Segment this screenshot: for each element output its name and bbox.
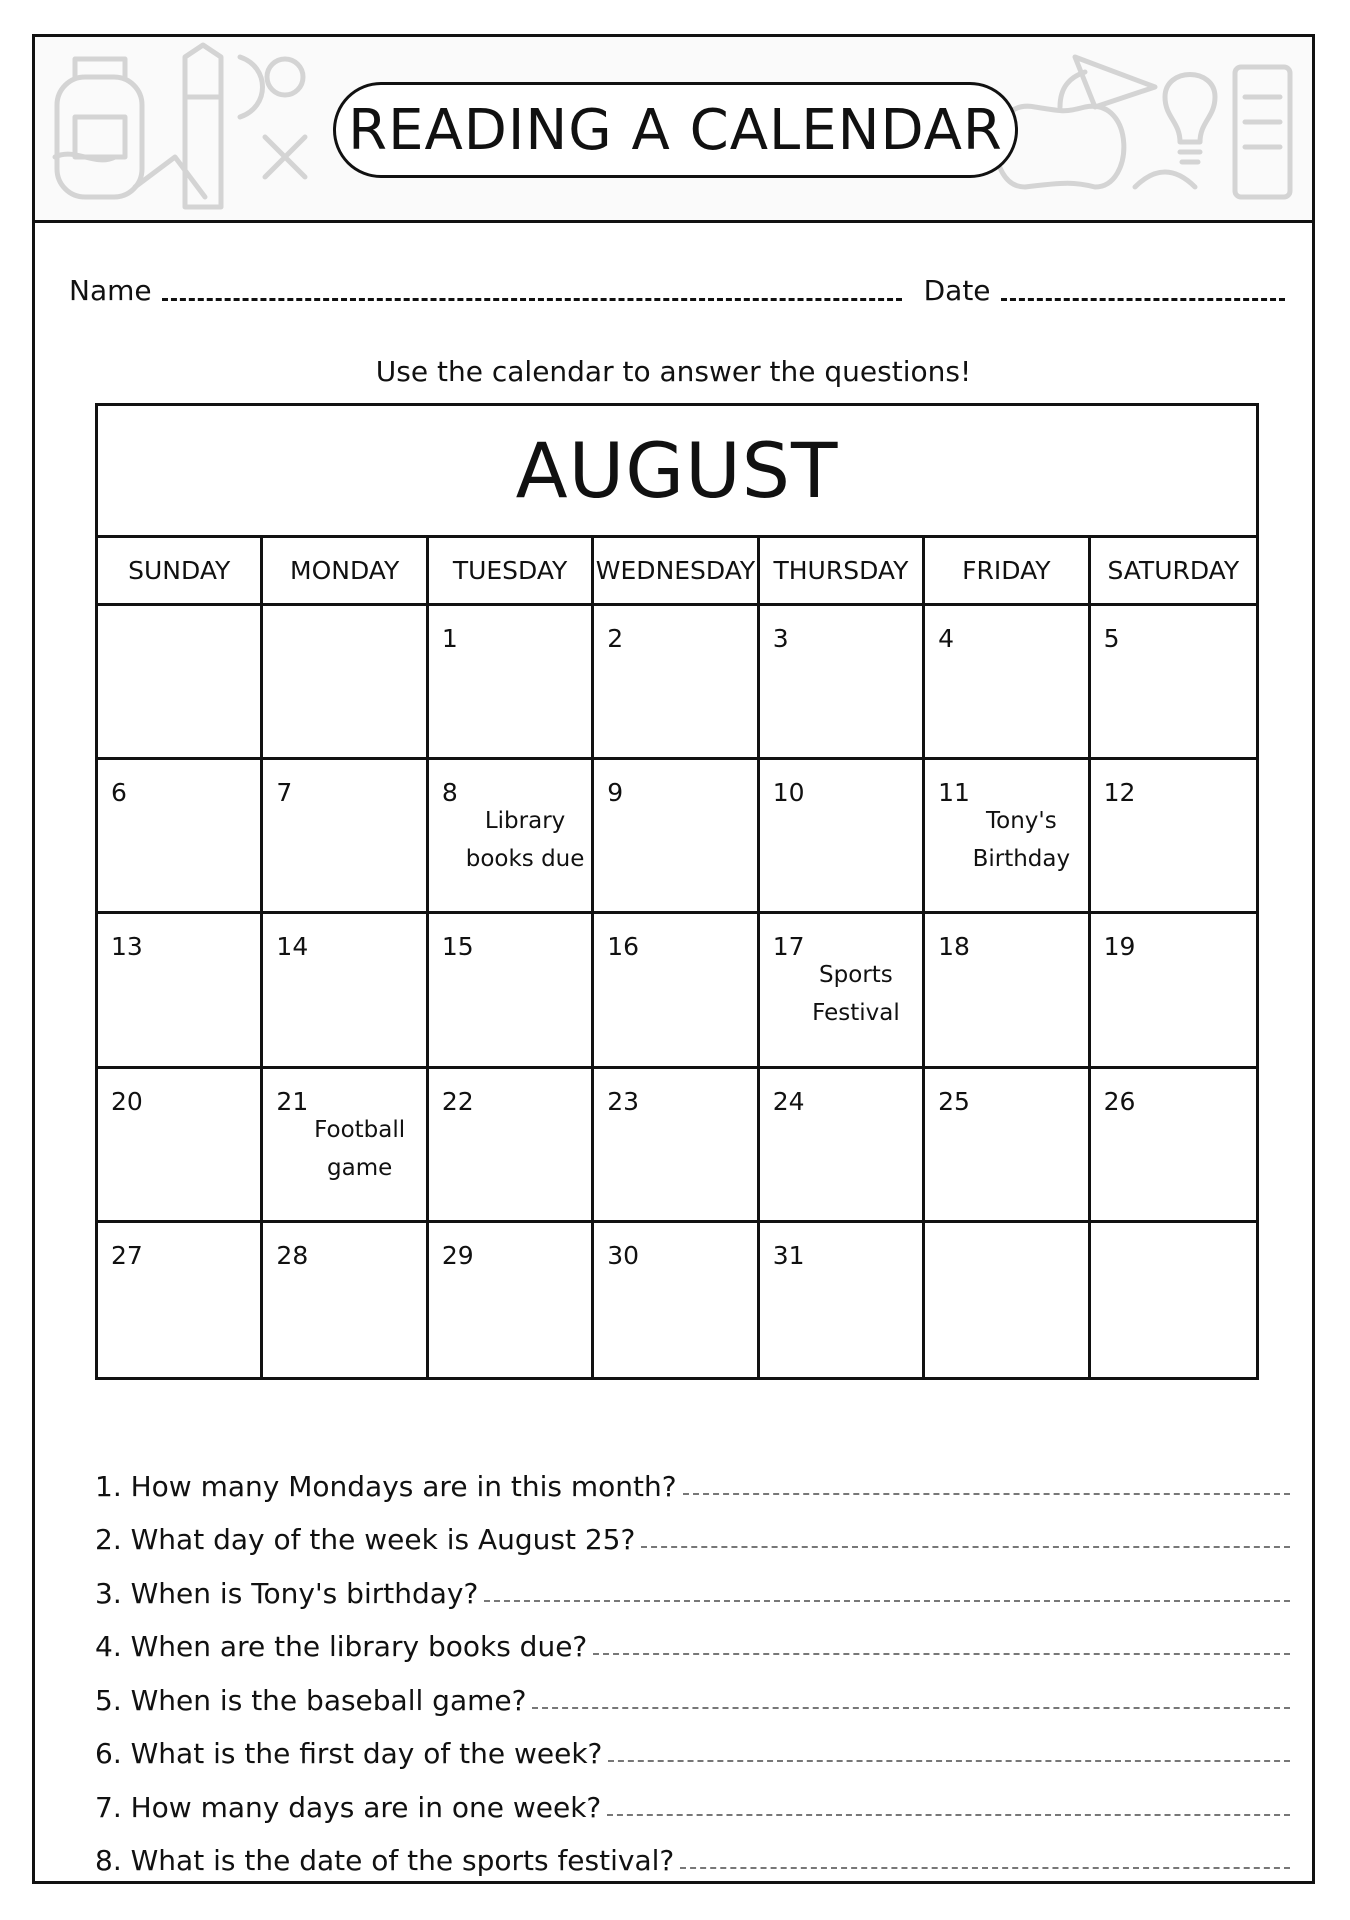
calendar-day-cell xyxy=(263,606,428,760)
question-text: 6. What is the first day of the week? xyxy=(95,1737,603,1770)
answer-line[interactable] xyxy=(683,1487,1290,1495)
header-band xyxy=(35,37,1312,223)
weekday-header xyxy=(98,538,1256,606)
day-number: 21 xyxy=(276,1086,309,1116)
weekday-label: MONDAY xyxy=(263,538,428,603)
day-number: 9 xyxy=(607,778,624,808)
weekday-label: WEDNESDAY xyxy=(594,538,759,603)
date-label: Date xyxy=(923,274,991,307)
weekday-label: FRIDAY xyxy=(925,538,1090,603)
weekday-label: SATURDAY xyxy=(1107,556,1240,585)
question-text: 7. How many days are in one week? xyxy=(95,1790,602,1824)
answer-line[interactable] xyxy=(641,1540,1290,1548)
question-row xyxy=(95,1770,1290,1824)
calendar-day-cell xyxy=(263,760,428,914)
calendar-day-cell xyxy=(925,1223,1090,1377)
calendar-day-cell xyxy=(760,760,925,914)
month-name: AUGUST xyxy=(515,426,839,515)
answer-line[interactable] xyxy=(593,1647,1290,1655)
day-number: 3 xyxy=(772,624,789,653)
month-title xyxy=(98,406,1256,538)
answer-line[interactable] xyxy=(680,1861,1290,1869)
day-number: 15 xyxy=(441,932,474,962)
day-number: 18 xyxy=(938,932,970,962)
calendar-day-cell xyxy=(760,914,925,1068)
day-number: 13 xyxy=(111,932,143,962)
weekday-label: THURSDAY xyxy=(760,538,925,603)
day-number: 19 xyxy=(1103,932,1136,962)
day-number: 14 xyxy=(276,932,309,962)
day-number: 28 xyxy=(276,1240,309,1270)
calendar-day-cell xyxy=(429,760,594,914)
calendar-day-cell xyxy=(925,760,1090,914)
calendar-day-cell xyxy=(98,1223,263,1377)
answer-line[interactable] xyxy=(532,1701,1290,1709)
name-field[interactable] xyxy=(162,290,902,301)
day-number: 30 xyxy=(607,1240,640,1270)
answer-line[interactable] xyxy=(607,1808,1290,1816)
date-field[interactable] xyxy=(1001,290,1285,301)
weekday-label: SUNDAY xyxy=(98,538,263,603)
question-list xyxy=(95,1449,1290,1877)
calendar-day-cell xyxy=(925,914,1090,1068)
calendar-day-cell xyxy=(760,1069,925,1223)
question-row xyxy=(95,1663,1290,1717)
calendar-day-cell xyxy=(594,1069,759,1223)
calendar-day-cell xyxy=(1091,606,1256,760)
day-number: 11 xyxy=(938,778,970,808)
worksheet xyxy=(32,34,1315,1884)
day-number: 27 xyxy=(111,1240,143,1270)
calendar-day-cell xyxy=(594,760,759,914)
question-row xyxy=(95,1717,1290,1771)
question-text: 2. What day of the week is August 25? xyxy=(95,1523,636,1556)
answer-line[interactable] xyxy=(484,1594,1290,1602)
calendar-day-cell xyxy=(925,1069,1090,1223)
calendar-day-cell xyxy=(429,606,594,760)
day-number: 10 xyxy=(772,778,805,808)
calendar-day-cell xyxy=(429,1223,594,1377)
day-number: 23 xyxy=(607,1086,640,1116)
calendar-day-cell xyxy=(1091,1069,1256,1223)
answer-line[interactable] xyxy=(608,1754,1290,1762)
question-text: 4. When are the library books due? xyxy=(95,1630,588,1663)
instruction-text: Use the calendar to answer the questions! xyxy=(375,355,972,388)
calendar xyxy=(95,403,1259,1380)
day-number: 8 xyxy=(441,778,458,808)
question-row xyxy=(95,1503,1290,1557)
question-text: 8. What is the date of the sports festival? xyxy=(95,1844,675,1877)
day-number: 20 xyxy=(111,1086,143,1116)
name-date-row xyxy=(69,257,1285,307)
calendar-day-cell xyxy=(1091,914,1256,1068)
day-number: 26 xyxy=(1103,1086,1136,1116)
calendar-day-cell xyxy=(1091,1223,1256,1377)
day-number: 6 xyxy=(111,778,127,808)
page-title: READING A CALENDAR xyxy=(348,97,1003,163)
day-number: 1 xyxy=(441,624,458,653)
calendar-day-cell xyxy=(263,1069,428,1223)
day-number: 22 xyxy=(441,1086,474,1116)
day-number: 29 xyxy=(441,1240,474,1270)
day-number: 16 xyxy=(607,932,640,962)
title-banner xyxy=(333,82,1018,178)
question-row xyxy=(95,1449,1290,1503)
calendar-day-cell xyxy=(263,914,428,1068)
day-number: 4 xyxy=(938,624,955,653)
calendar-day-cell xyxy=(760,1223,925,1377)
day-number: 2 xyxy=(607,624,624,653)
calendar-day-cell xyxy=(98,760,263,914)
question-text: 5. When is the baseball game? xyxy=(95,1683,527,1717)
calendar-day-cell xyxy=(925,606,1090,760)
event-note: Library books due xyxy=(465,808,585,873)
calendar-day-cell xyxy=(98,606,263,760)
name-label: Name xyxy=(69,274,152,307)
day-number: 31 xyxy=(772,1240,805,1270)
calendar-grid xyxy=(98,606,1256,1377)
event-note: Sports Festival xyxy=(812,962,900,1027)
question-text: 3. When is Tony's birthday? xyxy=(95,1576,479,1610)
calendar-day-cell xyxy=(760,606,925,760)
calendar-day-cell xyxy=(594,606,759,760)
calendar-day-cell xyxy=(429,914,594,1068)
day-number: 12 xyxy=(1103,778,1136,808)
calendar-day-cell xyxy=(263,1223,428,1377)
day-number: 24 xyxy=(772,1086,805,1116)
calendar-day-cell xyxy=(594,914,759,1068)
day-number: 25 xyxy=(938,1086,970,1116)
event-note: Football game xyxy=(314,1116,406,1181)
question-row xyxy=(95,1556,1290,1610)
day-number: 17 xyxy=(772,932,805,962)
calendar-day-cell xyxy=(1091,760,1256,914)
question-text: 1. How many Mondays are in this month? xyxy=(95,1469,677,1503)
question-row xyxy=(95,1610,1290,1664)
question-row xyxy=(95,1824,1290,1878)
day-number: 5 xyxy=(1103,624,1120,653)
event-note: Tony's Birthday xyxy=(972,808,1071,873)
calendar-day-cell xyxy=(98,1069,263,1223)
calendar-day-cell xyxy=(429,1069,594,1223)
calendar-day-cell xyxy=(98,914,263,1068)
day-number: 7 xyxy=(276,778,293,808)
calendar-day-cell xyxy=(594,1223,759,1377)
weekday-label: TUESDAY xyxy=(429,538,594,603)
